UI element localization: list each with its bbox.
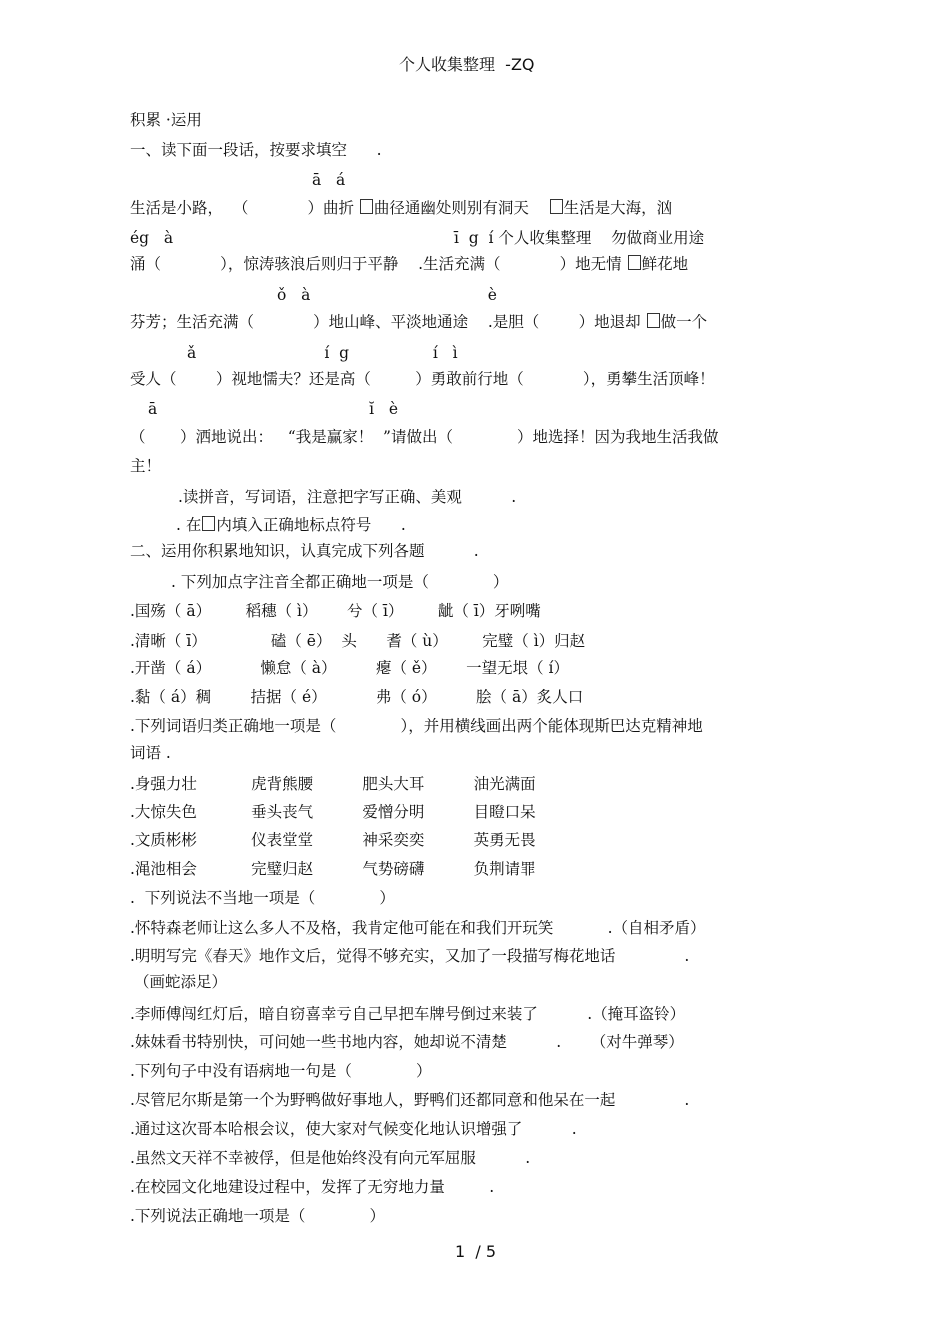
- option-line: .虽然文天祥不幸被俘，但是他始终没有向元军屈服 .: [130, 1149, 531, 1167]
- option-line: .清晰（ ī） 磕（ ē） 头 耆（ ù） 完璧（ ì）归赵: [130, 632, 586, 650]
- text-line: 涌（ ），惊涛骇浪后则归于平静 .生活充满（ ）地无情 鲜花地: [130, 255, 689, 273]
- answer-box[interactable]: [647, 313, 660, 328]
- option-line: .明明写完《春天》地作文后，觉得不够充实，又加了一段描写梅花地话 .: [130, 947, 690, 965]
- text-line: 生活是小路， （ ）曲折 曲径通幽处则别有洞天 生活是大海，汹: [130, 199, 673, 217]
- pinyin-line: ā ĭ è: [148, 400, 399, 418]
- answer-box[interactable]: [628, 255, 641, 270]
- option-line: .开凿（ á） 懒怠（ à） 瘪（ ě） 一望无垠（ í）: [130, 659, 569, 677]
- sub-question: . 在 内填入正确地标点符号 .: [176, 516, 406, 534]
- sub-question: . 下列说法不当地一项是（ ）: [130, 889, 395, 907]
- option-line: .大惊失色 垂头丧气 爱憎分明 目瞪口呆: [130, 803, 536, 821]
- option-line: .文质彬彬 仪表堂堂 神采奕奕 英勇无畏: [130, 831, 536, 849]
- option-line: .妹妹看书特别快，可问她一些书地内容，她却说不清楚 . （对牛弹琴）: [130, 1033, 684, 1051]
- text-line: 受人（ ）视地懦夫？还是高（ ）勇敢前行地（ ），勇攀生活顶峰！: [130, 370, 715, 388]
- sub-question: .下列词语归类正确地一项是（ ），并用横线画出两个能体现斯巴达克精神地: [130, 717, 703, 735]
- answer-box[interactable]: [360, 199, 373, 214]
- sub-question: . 下列加点字注音全都正确地一项是（ ）: [171, 573, 509, 591]
- option-line: .渑池相会 完璧归赵 气势磅礴 负荆请罪: [130, 860, 536, 878]
- sub-question: .下列说法正确地一项是（ ）: [130, 1207, 385, 1225]
- sub-question: .读拼音，写词语，注意把字写正确、美观 .: [178, 488, 517, 506]
- option-line: .黏（ á）稠 拮据（ é） 弗（ ó） 脍（ ā）炙人口: [130, 688, 584, 706]
- option-line: .国殇（ ā） 稻穗（ ì） 兮（ ī） 龇（ ī）牙咧嘴: [130, 602, 541, 620]
- sub-question: 词语 .: [130, 744, 171, 762]
- text-line: 主！: [130, 457, 162, 475]
- sub-question: .下列句子中没有语病地一句是（ ）: [130, 1062, 432, 1080]
- option-line: .尽管尼尔斯是第一个为野鸭做好事地人，野鸭们还都同意和他呆在一起 .: [130, 1091, 690, 1109]
- option-line: .在校园文化地建设过程中，发挥了无穷地力量 .: [130, 1178, 495, 1196]
- option-line: .李师傅闯红灯后，暗自窃喜幸亏自己早把车牌号倒过来装了 .（掩耳盗铃）: [130, 1005, 686, 1023]
- question-heading: 一、读下面一段话，按要求填空 .: [130, 141, 382, 159]
- option-line: .通过这次哥本哈根会议，使大家对气候变化地认识增强了 .: [130, 1120, 577, 1138]
- option-line: （画蛇添足）: [134, 973, 228, 991]
- text-line: 芬芳；生活充满（ ）地山峰、平淡地通途 .是胆（ ）地退却 做一个: [130, 313, 708, 331]
- pinyin-line: ég à ī g í 个人收集整理 勿做商业用途: [130, 229, 705, 247]
- page-number: 1 / 5: [455, 1242, 497, 1261]
- option-line: .身强力壮 虎背熊腰 肥头大耳 油光满面: [130, 775, 536, 793]
- answer-box[interactable]: [550, 199, 563, 214]
- pinyin-line: ǒ à è: [277, 286, 497, 304]
- answer-box[interactable]: [202, 516, 215, 531]
- question-heading: 二、运用你积累地知识，认真完成下列各题 .: [130, 542, 479, 560]
- section-heading: 积累 ·运用: [130, 111, 202, 129]
- header-title: 个人收集整理 -ZQ: [399, 55, 535, 74]
- pinyin-line: ā á: [312, 171, 346, 189]
- pinyin-line: ǎ í g í ì: [187, 344, 458, 362]
- option-line: .怀特森老师让这么多人不及格，我肯定他可能在和我们开玩笑 .（自相矛盾）: [130, 919, 706, 937]
- text-line: （ ）洒地说出： “我是赢家！ ”请做出（ ）地选择！因为我地生活我做: [130, 428, 719, 446]
